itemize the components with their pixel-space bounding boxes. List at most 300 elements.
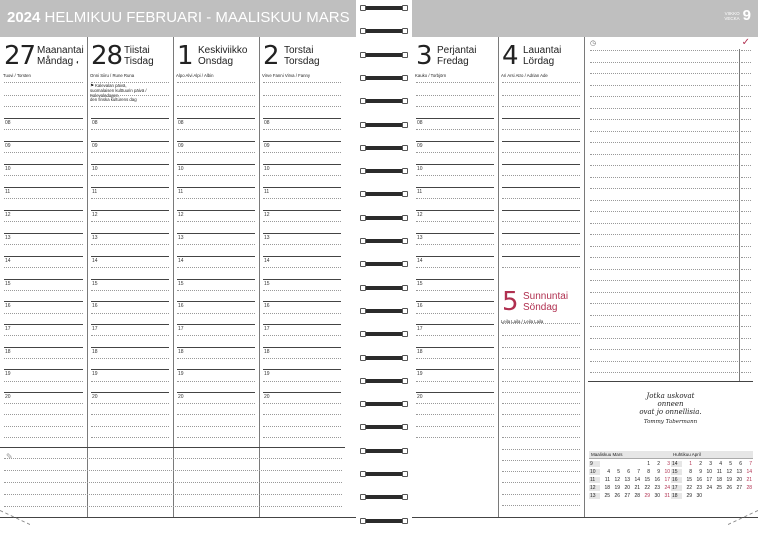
hour-line [4,347,83,348]
writing-line [416,175,494,176]
day-column[interactable] [173,37,259,447]
hour-line [416,324,494,325]
date-cell: 31 [664,493,670,499]
months: HELMIKUU FEBRUARI - MAALISKUU MARS [40,9,350,26]
date-cell: 3 [709,461,712,467]
date-cell: 17 [664,477,670,483]
hour-line [91,187,169,188]
writing-line [502,198,580,199]
writing-line [502,358,580,359]
hour-label: 08 [178,120,184,126]
writing-line [4,426,83,427]
page-bottom-line [0,517,356,518]
writing-line [4,414,83,415]
date-cell: 5 [729,461,732,467]
hour-line [91,233,169,234]
page-title [7,9,350,26]
hour-label: 20 [178,394,184,400]
name-day: Tuovi / Torsten [3,73,31,78]
hour-line [177,324,255,325]
writing-line [91,95,169,96]
week-number-cell: 17 [671,485,682,491]
hour-line [502,141,580,142]
writing-line [502,335,580,336]
hour-line [263,301,341,302]
hour-label: 14 [92,258,98,264]
date-cell [722,493,732,499]
hour-line [416,279,494,280]
writing-line [502,482,580,483]
hour-line [91,141,169,142]
hour-label: 12 [178,212,184,218]
day-name-sv: Söndag [523,302,558,313]
date-cell: 22 [644,485,650,491]
hour-line [4,324,83,325]
writing-line [416,290,494,291]
day-name-sv: Onsdag [198,56,234,67]
day-name-fi: Torstai [284,45,314,56]
spiral-coil [360,260,408,268]
date-cell [712,493,722,499]
hour-line [177,210,255,211]
week-number-cell: 16 [671,477,682,483]
writing-line [91,82,169,83]
hour-line [502,210,580,211]
week-number: 9 [742,7,751,24]
hour-label: 17 [5,326,11,332]
hour-line [177,118,255,119]
hour-label: 15 [178,281,184,287]
writing-line [91,198,169,199]
writing-line [416,381,494,382]
date-cell: 22 [686,485,692,491]
column-divider [173,37,174,517]
hour-label: 12 [92,212,98,218]
week-number-cell: 15 [671,469,682,475]
writing-line [416,152,494,153]
hour-line [91,324,169,325]
date-cell: 13 [736,469,742,475]
hour-label: 17 [178,326,184,332]
hour-label: 08 [417,120,423,126]
writing-line [502,323,580,324]
hour-label: 11 [92,189,98,195]
date-cell: 7 [637,469,640,475]
hour-line [502,187,580,188]
day-number: 3 [416,41,432,71]
day-name-fi: Maanantai [37,45,84,56]
hour-label: 10 [5,166,11,172]
writing-line [416,198,494,199]
writing-line [263,95,341,96]
date-cell: 23 [654,485,660,491]
hour-line [263,347,341,348]
spiral-coil [360,74,408,82]
name-day: Virve Fanni Virva / Fanny [262,73,311,78]
spiral-binding [356,0,412,537]
hour-line [177,141,255,142]
writing-line [4,313,83,314]
hour-label: 11 [417,189,423,195]
date-cell [702,493,712,499]
date-cell: 16 [696,477,702,483]
hour-label: 11 [178,189,184,195]
hour-line [416,187,494,188]
hour-line [263,210,341,211]
writing-line [416,426,494,427]
writing-line [177,290,255,291]
hour-label: 15 [5,281,11,287]
pen-icon: ✎ [6,452,13,461]
hour-line [91,256,169,257]
date-cell: 27 [624,493,630,499]
date-cell: 1 [689,461,692,467]
hour-line [4,256,83,257]
hour-line [263,279,341,280]
date-cell: 29 [644,493,650,499]
writing-line [177,267,255,268]
date-cell: 28 [634,493,640,499]
spiral-coil [360,377,408,385]
day-name-fi: Perjantai [437,45,477,56]
writing-line [502,106,580,107]
writing-line [416,403,494,404]
writing-line [416,95,494,96]
writing-line [263,129,341,130]
date-cell [732,493,742,499]
spiral-coil [360,190,408,198]
writing-line [91,437,169,438]
page-bottom-line [412,517,758,518]
hour-label: 14 [264,258,270,264]
header-right [412,0,758,37]
spiral-coil [360,307,408,315]
hour-line [91,392,169,393]
hour-label: 20 [417,394,423,400]
date-cell: 24 [664,485,670,491]
writing-line [502,347,580,348]
week-number-cell: 9 [589,461,600,467]
writing-line [177,437,255,438]
hour-line [177,164,255,165]
week-number-cell: 10 [589,469,600,475]
hour-label: 12 [5,212,11,218]
writing-line [177,106,255,107]
writing-line [91,106,169,107]
date-cell: 12 [614,477,620,483]
writing-line [177,313,255,314]
writing-line [177,335,255,336]
day-name-sv: Fredag [437,56,469,67]
hour-label: 18 [417,349,423,355]
date-cell: 27 [736,485,742,491]
day-column[interactable] [412,37,498,447]
hour-line [177,256,255,257]
date-cell: 4 [719,461,722,467]
writing-line [416,437,494,438]
writing-line [263,175,341,176]
date-cell: 2 [699,461,702,467]
writing-line [263,198,341,199]
week-number-cell: 18 [671,493,682,499]
header-left [0,0,356,37]
hour-label: 10 [178,166,184,172]
hour-label: 17 [264,326,270,332]
writing-line [91,414,169,415]
writing-line [263,403,341,404]
quote-author: Tommy Tabermann [643,419,698,425]
date-cell [620,461,630,467]
name-day: Alpo Alvi Alpi / Albin [176,73,214,78]
writing-line [91,152,169,153]
writing-line [91,335,169,336]
day-column[interactable] [259,37,345,447]
writing-line [177,95,255,96]
date-cell: 7 [749,461,752,467]
hour-label: 17 [417,326,423,332]
hour-line [4,233,83,234]
hour-line [4,164,83,165]
date-cell: 26 [726,485,732,491]
hour-label: 13 [178,235,184,241]
hour-label: 08 [92,120,98,126]
hour-label: 11 [5,189,11,195]
writing-line [91,129,169,130]
date-cell: 29 [686,493,692,499]
writing-line [502,221,580,222]
hour-line [91,118,169,119]
day-number: 2 [263,41,279,71]
hour-line [4,369,83,370]
hour-line [416,256,494,257]
writing-line [263,221,341,222]
hour-line [4,279,83,280]
writing-line [502,414,580,415]
date-cell: 30 [696,493,702,499]
hour-label: 19 [178,371,184,377]
hour-line [4,210,83,211]
hour-label: 14 [178,258,184,264]
writing-line [502,505,580,506]
writing-line [263,426,341,427]
hour-label: 11 [264,189,270,195]
spiral-coil [360,144,408,152]
writing-line [416,313,494,314]
writing-line [263,244,341,245]
writing-line [502,95,580,96]
writing-line [4,290,83,291]
hour-label: 08 [264,120,270,126]
hour-line [263,164,341,165]
hour-line [177,369,255,370]
notes-area[interactable] [0,447,345,517]
hour-line [502,256,580,257]
mini-calendar [589,451,671,499]
hour-label: 09 [5,143,11,149]
hour-line [4,187,83,188]
date-cell [742,493,752,499]
day-column[interactable] [87,37,173,447]
hour-line [416,301,494,302]
spiral-coil [360,4,408,12]
day-number: 4 [502,41,518,71]
writing-line [4,106,83,107]
hour-label: 19 [92,371,98,377]
hour-line [263,256,341,257]
date-cell: 17 [706,477,712,483]
day-name-fi: Keskiviikko [198,45,248,56]
mini-calendar-title: Huhtikuu April [671,451,753,459]
quote [588,392,753,426]
hour-label: 14 [417,258,423,264]
date-cell: 21 [634,485,640,491]
date-cell: 23 [696,485,702,491]
hour-line [4,118,83,119]
writing-line [4,221,83,222]
hour-label: 09 [264,143,270,149]
hour-label: 18 [264,349,270,355]
hour-line [91,369,169,370]
hour-line [416,369,494,370]
hour-line [502,118,580,119]
date-cell: 2 [657,461,660,467]
week-box [724,7,751,24]
writing-line [416,335,494,336]
spiral-coil [360,493,408,501]
year: 2024 [7,9,41,26]
day-column[interactable] [498,283,584,537]
spiral-coil [360,97,408,105]
day-column[interactable] [0,37,87,447]
date-cell: 18 [716,477,722,483]
spiral-coil [360,330,408,338]
hour-label: 16 [5,303,11,309]
hour-label: 09 [178,143,184,149]
date-cell: 19 [614,485,620,491]
hour-line [263,118,341,119]
writing-line [263,313,341,314]
date-cell: 19 [726,477,732,483]
writing-line [502,152,580,153]
hour-label: 15 [417,281,423,287]
hour-line [263,141,341,142]
spiral-coil [360,517,408,525]
spiral-coil [360,447,408,455]
writing-line [502,460,580,461]
date-cell: 20 [736,477,742,483]
spiral-coil [360,51,408,59]
writing-line [263,290,341,291]
holiday-note: ⚑ Kalevalan päivä, suomalaisen kulttuurin päivä / Kalevaladagen, den finska kulturens dag [90,83,147,103]
writing-line [416,244,494,245]
week-number-cell: 12 [589,485,600,491]
writing-line [4,267,83,268]
writing-line [4,244,83,245]
writing-line [4,95,83,96]
day-name-fi: Sunnuntai [523,291,569,302]
writing-line [502,267,580,268]
writing-line [502,244,580,245]
hour-label: 19 [417,371,423,377]
date-cell: 11 [604,477,610,483]
column-divider [584,37,585,517]
page-edge [728,510,758,537]
writing-line [177,244,255,245]
hour-line [263,392,341,393]
right-notes-area[interactable] [588,37,753,382]
hour-line [263,369,341,370]
hour-line [416,210,494,211]
hour-label: 12 [417,212,423,218]
spiral-coil [360,284,408,292]
writing-line [91,426,169,427]
date-cell: 3 [667,461,670,467]
column-divider [87,37,88,517]
writing-line [502,175,580,176]
writing-line [502,381,580,382]
week-number-cell: 13 [589,493,600,499]
date-cell: 28 [746,485,752,491]
date-cell: 8 [689,469,692,475]
week-number-cell: 11 [589,477,600,483]
day-name-fi: Lauantai [523,45,562,56]
date-cell: 11 [716,469,722,475]
quote-line: onneen [657,400,684,408]
writing-line [502,403,580,404]
day-name-sv: Lördag [523,56,555,67]
writing-line [4,437,83,438]
spiral-coil [360,470,408,478]
writing-line [4,175,83,176]
hour-label: 20 [5,394,11,400]
day-name-sv: Torsdag [284,56,320,67]
date-cell: 8 [647,469,650,475]
writing-line [177,414,255,415]
date-cell: 16 [654,477,660,483]
spiral-coil [360,214,408,222]
writing-line [416,129,494,130]
date-cell: 5 [617,469,620,475]
hour-label: 20 [92,394,98,400]
mini-calendar-title: Maaliskuu Mars [589,451,671,459]
writing-line [263,106,341,107]
spiral-coil [360,237,408,245]
spiral-coil [360,400,408,408]
date-cell: 10 [706,469,712,475]
hour-line [91,164,169,165]
writing-line [4,152,83,153]
hour-label: 17 [92,326,98,332]
date-cell: 9 [657,469,660,475]
hour-label: 15 [92,281,98,287]
hour-label: 20 [264,394,270,400]
hour-line [416,164,494,165]
writing-line [263,437,341,438]
date-cell: 6 [627,469,630,475]
hour-label: 08 [5,120,11,126]
date-cell: 25 [716,485,722,491]
hour-label: 19 [264,371,270,377]
writing-line [91,175,169,176]
spiral-coil [360,121,408,129]
column-divider [259,37,260,517]
day-name-fi: Tiistai [124,45,150,56]
hour-line [91,279,169,280]
spiral-coil [360,167,408,175]
date-cell: 20 [624,485,630,491]
hour-label: 14 [5,258,11,264]
hour-line [4,392,83,393]
